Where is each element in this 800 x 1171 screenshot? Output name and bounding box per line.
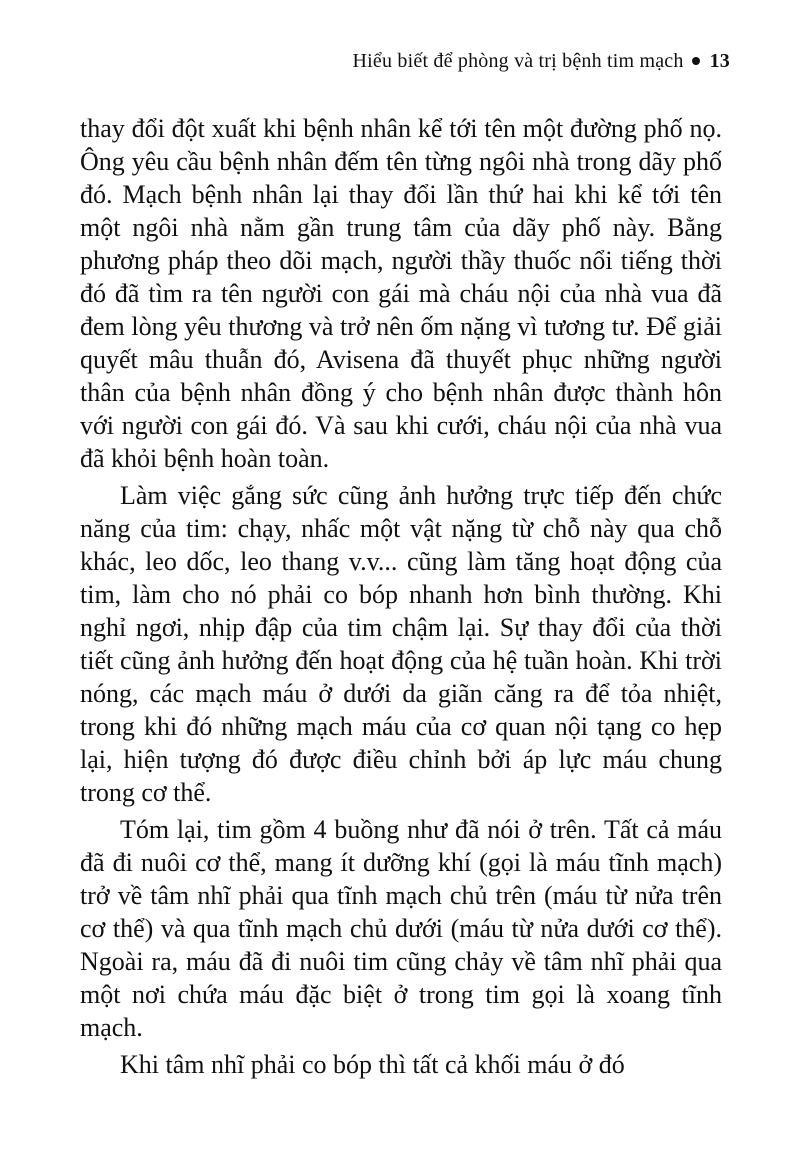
page-number: 13: [709, 50, 730, 72]
running-header: [353, 50, 730, 73]
body-text: [80, 112, 722, 1081]
paragraph-continued: thay đổi đột xuất khi bệnh nhân kể tới tên một đường phố nọ. Ông yêu cầu bệnh nhân đếm tên từng ngôi nhà trong dãy phố đó. Mạch bệnh nhân lại thay đổi lần thứ hai khi kể tới tên một ngôi nhà nằm gần trung tâm của dãy phố này. Bằng phương pháp theo dõi mạch, người thầy thuốc nổi tiếng thời đó đã tìm ra tên người con gái mà cháu nội của nhà vua đã đem lòng yêu thương và trở nên ốm nặng vì tương tư. Để giải quyết mâu thuẫn đó, Avisena đã thuyết phục những người thân của bệnh nhân đồng ý cho bệnh nhân được thành hôn với người con gái đó. Và sau khi cưới, cháu nội của nhà vua đã khỏi bệnh hoàn toàn.: [80, 114, 722, 473]
paragraph: Làm việc gắng sức cũng ảnh hưởng trực tiếp đến chức năng của tim: chạy, nhấc một vật nặng từ chỗ này qua chỗ khác, leo dốc, leo thang v.v... cũng làm tăng hoạt động của tim, làm cho nó phải co bóp nhanh hơn bình thường. Khi nghỉ ngơi, nhịp đập của tim chậm lại. Sự thay đổi của thời tiết cũng ảnh hưởng đến hoạt động của hệ tuần hoàn. Khi trời nóng, các mạch máu ở dưới da giãn căng ra để tỏa nhiệt, trong khi đó những mạch máu của cơ quan nội tạng co hẹp lại, hiện tượng đó được điều chỉnh bởi áp lực máu chung trong cơ thể.: [80, 481, 722, 807]
paragraph: Khi tâm nhĩ phải co bóp thì tất cả khối máu ở đó: [120, 1050, 625, 1079]
bullet-icon: [692, 57, 700, 65]
paragraph: Tóm lại, tim gồm 4 buồng như đã nói ở trên. Tất cả máu đã đi nuôi cơ thể, mang ít dưỡng khí (gọi là máu tĩnh mạch) trở về tâm nhĩ phải qua tĩnh mạch chủ trên (máu từ nửa trên cơ thể) và qua tĩnh mạch chủ dưới (máu từ nửa dưới cơ thể). Ngoài ra, máu đã đi nuôi tim cũng chảy về tâm nhĩ phải qua một nơi chứa máu đặc biệt ở trong tim gọi là xoang tĩnh mạch.: [80, 815, 722, 1042]
running-title: Hiểu biết để phòng và trị bệnh tim mạch: [352, 50, 684, 72]
